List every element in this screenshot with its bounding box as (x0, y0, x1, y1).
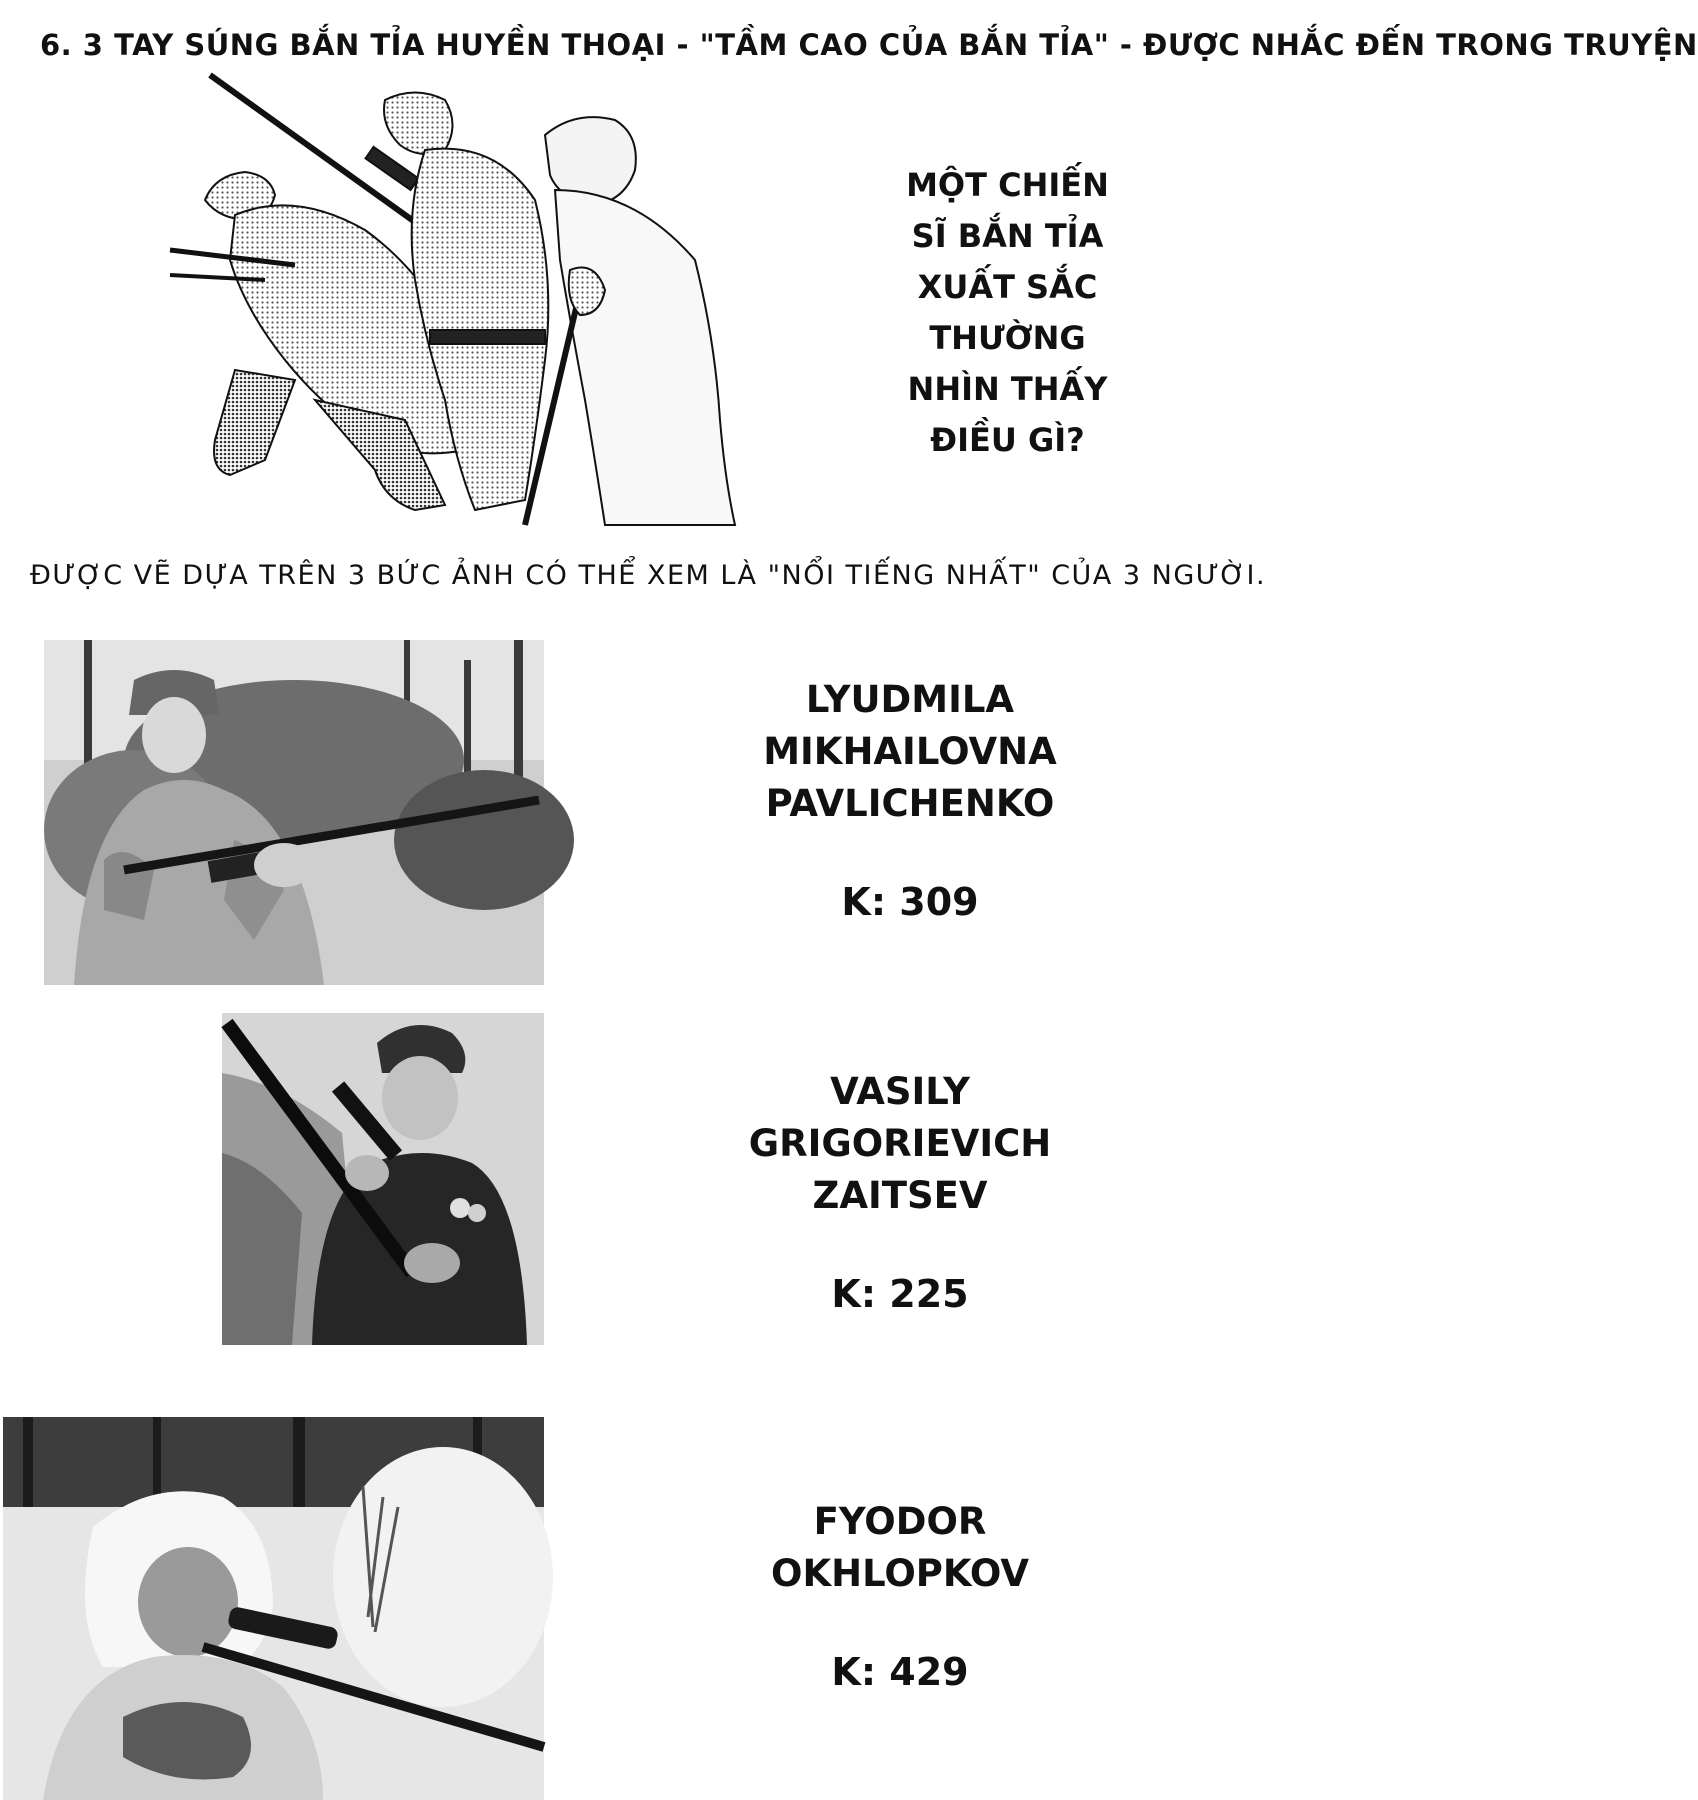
hooded-sniper-drawing (525, 117, 735, 525)
kill-count: K: 429 (831, 1650, 969, 1694)
page-heading: 6. 3 TAY SÚNG BẮN TỈA HUYỀN THOẠI - "TẦM CAO CỦA BẮN TỈA" - ĐƯỢC NHẮC ĐẾN TRONG TRUYỆN (40, 28, 1698, 62)
zaitsev-info (700, 1066, 1100, 1316)
okhlopkov-info (700, 1496, 1100, 1694)
speech-text (880, 160, 1135, 466)
kill-count: K: 309 (841, 880, 979, 924)
speech-line: MỘT CHIẾN (906, 166, 1109, 204)
name-line: GRIGORIEVICH (748, 1122, 1052, 1165)
caption: ĐƯỢC VẼ DỰA TRÊN 3 BỨC ẢNH CÓ THỂ XEM LÀ "NỔI TIẾNG NHẤT" CỦA 3 NGƯỜI. (30, 560, 1267, 591)
name-line: PAVLICHENKO (765, 782, 1055, 825)
sniper-name (710, 674, 1110, 830)
kill-count: K: 225 (831, 1272, 969, 1316)
name-line: MIKHAILOVNA (763, 730, 1057, 773)
name-line: FYODOR (813, 1500, 987, 1543)
speech-line: ĐIỀU GÌ? (930, 421, 1085, 459)
okhlopkov-photo (3, 1417, 544, 1800)
speech-line: XUẤT SẮC (917, 268, 1098, 306)
name-line: ZAITSEV (812, 1174, 988, 1217)
name-line: LYUDMILA (805, 678, 1015, 721)
zaitsev-photo (222, 1013, 544, 1345)
sniper-name (700, 1496, 1100, 1600)
pavlichenko-photo (44, 640, 544, 985)
name-line: VASILY (830, 1070, 970, 1113)
pavlichenko-info (710, 674, 1110, 924)
speech-line: NHÌN THẤY (907, 370, 1108, 408)
manga-illustration (175, 80, 865, 528)
speech-line: THƯỜNG (929, 319, 1086, 357)
speech-line: SĨ BẮN TỈA (911, 217, 1104, 255)
name-line: OKHLOPKOV (770, 1552, 1030, 1595)
sniper-name (700, 1066, 1100, 1222)
